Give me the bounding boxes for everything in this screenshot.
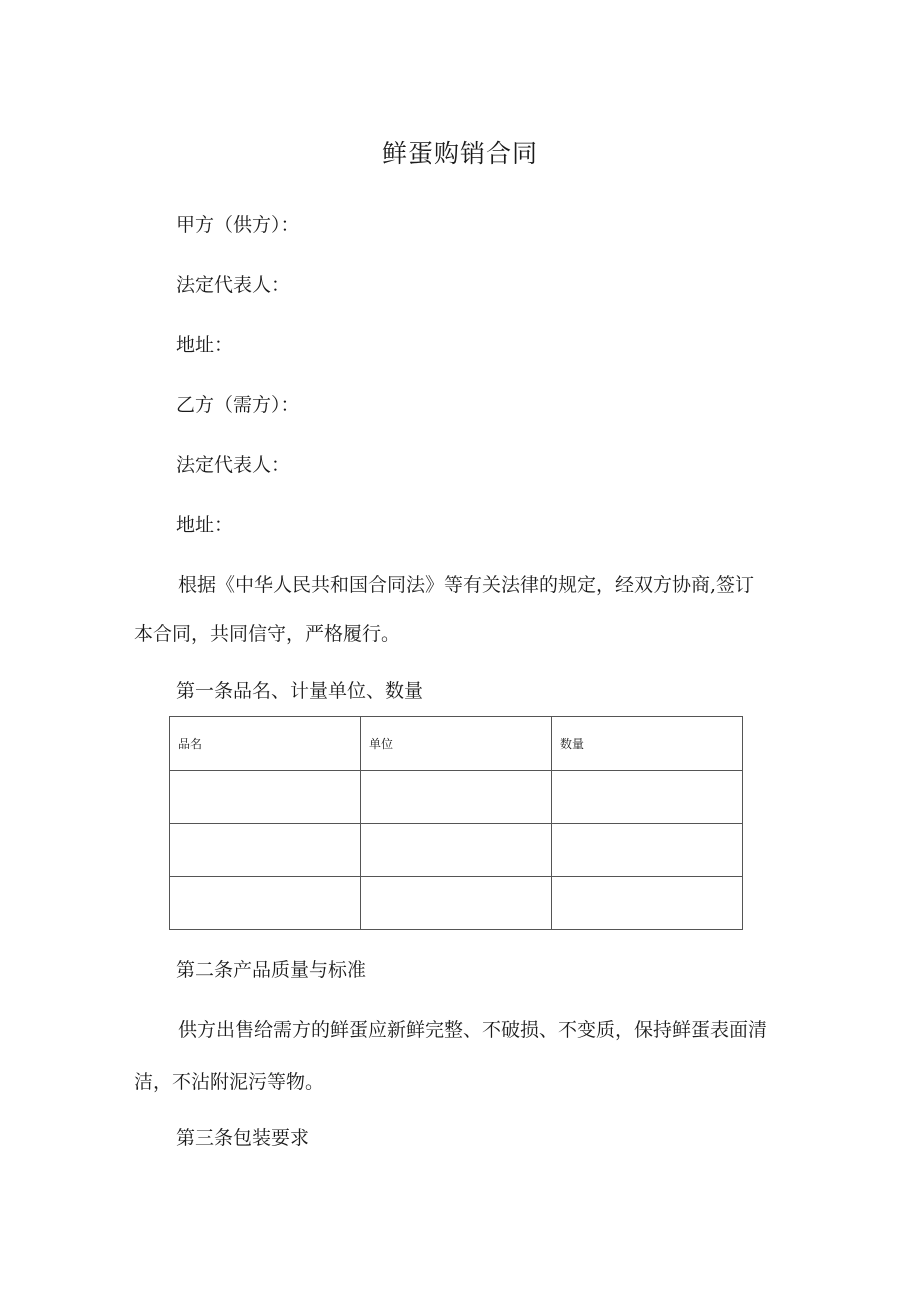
- table-cell: [552, 771, 743, 824]
- table-header-row: [170, 717, 743, 771]
- party-a-representative: 法定代表人：: [176, 274, 291, 296]
- party-a-label: 甲方（供方）：: [176, 214, 300, 236]
- table-cell: [170, 877, 361, 930]
- table-cell: [361, 824, 552, 877]
- table-row: [170, 877, 743, 930]
- table-row: [170, 771, 743, 824]
- table-cell: [361, 877, 552, 930]
- party-b-address: 地址：: [176, 514, 234, 536]
- article-3-title: 第三条包装要求: [176, 1127, 310, 1149]
- table-cell: [552, 824, 743, 877]
- header-unit: 单位: [361, 717, 552, 771]
- header-quantity: 数量: [552, 717, 743, 771]
- party-b-representative: 法定代表人：: [176, 454, 291, 476]
- article-2-title: 第二条产品质量与标准: [176, 959, 367, 981]
- table-row: [170, 824, 743, 877]
- table-cell: [552, 877, 743, 930]
- product-table: [169, 716, 743, 930]
- header-product-name: 品名: [170, 717, 361, 771]
- article-2-paragraph: [134, 1015, 784, 1094]
- document-title: 鲜蛋购销合同: [381, 139, 538, 168]
- intro-line-1: 根据《中华人民共和国合同法》等有关法律的规定，经双方协商,签订: [178, 574, 755, 596]
- intro-paragraph: [134, 570, 784, 646]
- party-b-label: 乙方（需方）：: [176, 394, 300, 416]
- table-cell: [170, 771, 361, 824]
- table-cell: [170, 824, 361, 877]
- article-1-title: 第一条品名、计量单位、数量: [176, 680, 424, 702]
- article-2-line-2: 洁，不沾附泥污等物。: [134, 1071, 325, 1093]
- intro-line-2: 本合同，共同信守，严格履行。: [134, 623, 401, 645]
- article-2-line-1: 供方出售给需方的鲜蛋应新鲜完整、不破损、不变质，保持鲜蛋表面清: [178, 1019, 768, 1041]
- party-a-address: 地址：: [176, 334, 234, 356]
- table-cell: [361, 771, 552, 824]
